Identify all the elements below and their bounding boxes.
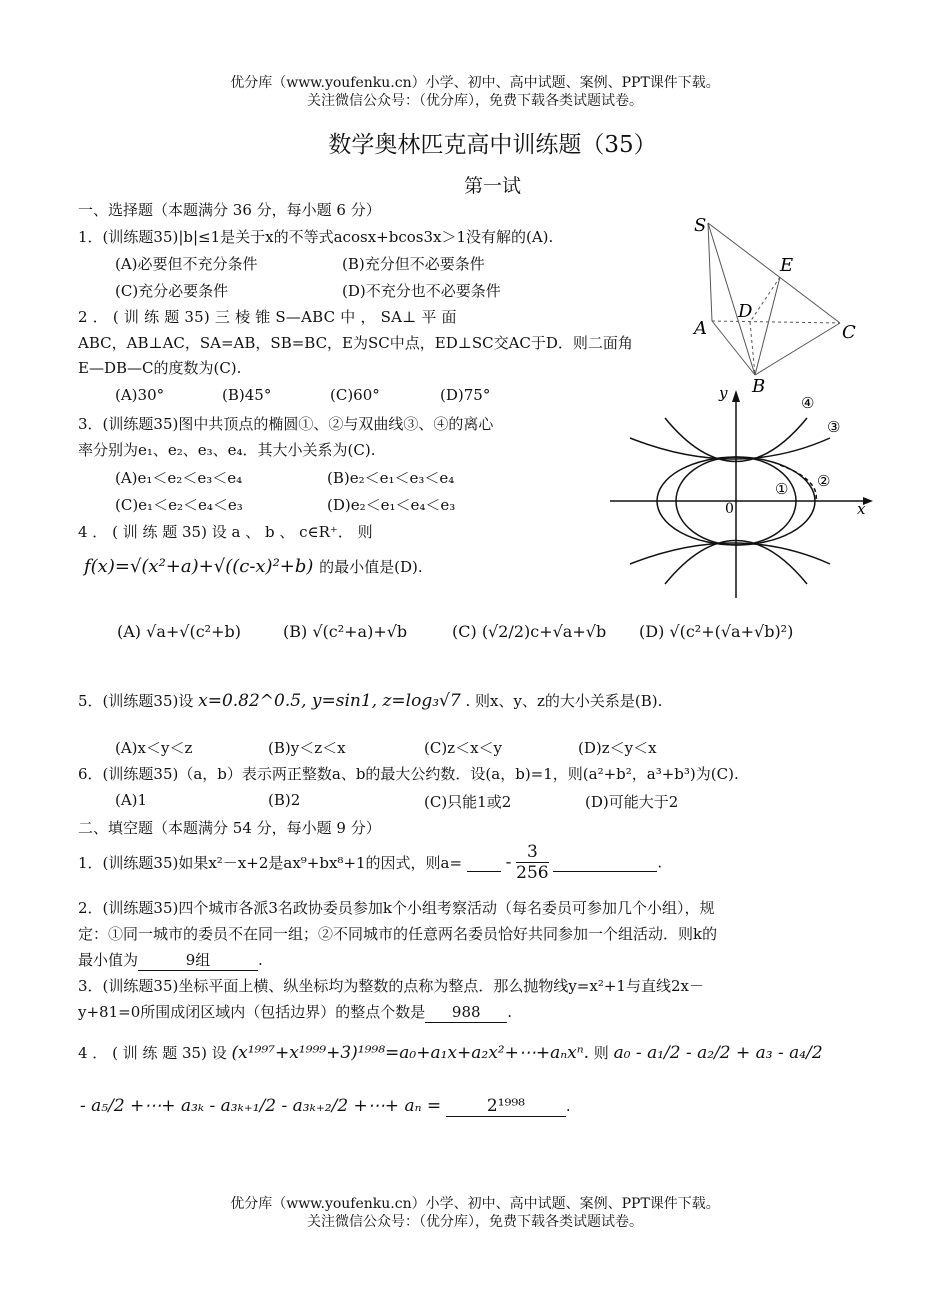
edge-sc: [708, 223, 840, 323]
q2-line-2: ABC，AB⊥AC，SA=AB，SB=BC，E为SC中点，ED⊥SC交AC于D．则二面角: [78, 334, 633, 352]
fill-q2-prefix: 最小值为: [78, 951, 139, 969]
q3-line-2: 率分别为e₁、e₂、e₃、e₄．其大小关系为(C).: [78, 441, 376, 459]
q5-option-d: (D)z＜y＜x: [578, 739, 657, 757]
q5-option-a: (A)x＜y＜z: [115, 739, 193, 757]
q4-formula: [84, 556, 423, 577]
q4-option-c: (C) (√2/2)c+√a+√b: [452, 622, 607, 641]
axis-label-x: x: [857, 500, 866, 518]
label-circle-1: ①: [775, 480, 789, 498]
header-line-1: 优分库（www.youfenku.cn）小学、初中、高中试题、案例、PPT课件下载。: [230, 75, 720, 91]
edge-ab: [712, 321, 755, 375]
q3-option-d: (D)e₂＜e₁＜e₄＜e₃: [327, 496, 456, 514]
fill-q1-blank-left: [467, 853, 501, 872]
label-circle-3: ③: [827, 418, 841, 436]
fill-q1-blank-right: [553, 853, 657, 872]
q2-option-c: (C)60°: [330, 386, 380, 404]
q1-option-d: (D)不充分也不必要条件: [342, 282, 501, 300]
label-a: A: [694, 318, 707, 339]
fill-q4-series-2: - a₅/2 +⋯+ a₃ₖ - a₃ₖ₊₁/2 - a₃ₖ₊₂/2 +⋯+ aₙ =: [80, 1096, 442, 1116]
q5-tail: . 则x、y、z的大小关系是(B).: [465, 692, 663, 710]
label-circle-2: ②: [817, 472, 831, 490]
fill-q4-answer: 2¹⁹⁹⁸: [446, 1096, 566, 1117]
q6-option-d: (D)可能大于2: [585, 793, 679, 811]
fill-q2-line-2: 定：①同一城市的委员不在同一组；②不同城市的任意两名委员恰好共同参加一个组活动．则k的: [78, 925, 718, 943]
pyramid-figure: [680, 205, 880, 400]
q3-option-a: (A)e₁＜e₂＜e₃＜e₄: [115, 469, 243, 487]
q4-option-d: (D) √(c²+(√a+√b)²): [639, 622, 794, 641]
q2-line-1: 2 ． ( 训 练 题 35) 三 棱 锥 S—ABC 中 ， SA⊥ 平 面: [78, 308, 457, 326]
label-b: B: [752, 376, 766, 397]
q4-option-a: (A) √a+√(c²+b): [117, 622, 241, 641]
fill-q4-prefix: 4 ． ( 训 练 题 35) 设: [78, 1044, 227, 1062]
y-axis-arrow: [732, 390, 740, 402]
edge-eb: [755, 277, 780, 375]
fill-q4-expansion: (x¹⁹⁹⁷+x¹⁹⁹⁹+3)¹⁹⁹⁸=a₀+a₁x+a₂x²+⋯+aₙxⁿ.: [231, 1043, 589, 1063]
edge-sa: [708, 223, 712, 321]
fill-q4-line-2: - a₅/2 +⋯+ a₃ₖ - a₃ₖ₊₁/2 - a₃ₖ₊₂/2 +⋯+ aₙ = 2¹⁹⁹⁸ .: [80, 1096, 571, 1116]
q2-option-a: (A)30°: [115, 386, 165, 404]
q3-line-1: 3．(训练题35)图中共顶点的椭圆①、②与双曲线③、④的离心: [78, 415, 494, 433]
page-subtitle: 第一试: [463, 175, 521, 197]
q6-text: 6．(训练题35)（a，b）表示两正整数a、b的最大公约数．设(a，b)=1，则(a²+b²，a³+b³)为(C).: [78, 765, 739, 783]
q1-option-a: (A)必要但不充分条件: [115, 255, 258, 273]
fill-q1-answer-fraction: [516, 842, 548, 883]
q5-option-c: (C)z＜x＜y: [424, 739, 503, 757]
edge-ac-dashed: [712, 321, 840, 323]
header-line-2: 关注微信公众号：（优分库），免费下载各类试题试卷。: [307, 93, 643, 109]
q5-option-b: (B)y＜z＜x: [268, 739, 346, 757]
fill-q2-answer: 9组: [138, 950, 258, 971]
section1-heading: 一、选择题（本题满分 36 分，每小题 6 分）: [78, 201, 381, 219]
footer-line-1: 优分库（www.youfenku.cn）小学、初中、高中试题、案例、PPT课件下载。: [230, 1196, 720, 1212]
fill-q3-line-1: 3．(训练题35)坐标平面上横、纵坐标均为整数的点称为整点．那么抛物线y=x²+1与直线2x－: [78, 977, 704, 995]
q4-line-1: 4 ． ( 训 练 题 35) 设 a 、 b 、 c∈R⁺． 则: [78, 523, 373, 541]
q2-option-d: (D)75°: [440, 386, 491, 404]
fill-q3-answer: 988: [425, 1002, 507, 1023]
label-c: C: [842, 322, 856, 343]
edge-sb: [708, 223, 755, 375]
fill-q4-then: 则: [593, 1044, 609, 1062]
label-s: S: [694, 215, 707, 236]
hyperbola-3-upper: [630, 438, 830, 459]
fill-q1: 1．(训练题35)如果x²－x+2是ax⁹+bx⁸+1的因式，则a= - $\frac{3}{256}$ .: [78, 842, 663, 883]
label-circle-4: ④: [801, 394, 815, 412]
q4-formula-tail: 的最小值是(D).: [319, 558, 423, 576]
edge-ed-dashed: [750, 277, 780, 322]
fill-q1-text: 1．(训练题35)如果x²－x+2是ax⁹+bx⁸+1的因式，则a=: [78, 854, 463, 872]
q5-formula: x=0.82^0.5, y=sin1, z=log₃√7: [198, 691, 461, 711]
fill-q4-series-1: a₀ - a₁/2 - a₂/2 + a₃ - a₄/2: [613, 1043, 823, 1063]
fill-q3-line-2: y+81=0所围成闭区域内（包括边界）的整点个数是 988 .: [78, 1003, 513, 1021]
fill-q1-numerator: 3: [526, 842, 538, 862]
fill-q1-denominator: 256: [516, 863, 549, 883]
page-title: 数学奥林匹克高中训练题（35）: [328, 132, 657, 158]
q3-option-b: (B)e₂＜e₁＜e₃＜e₄: [327, 469, 455, 487]
footer-line-2: 关注微信公众号：（优分库），免费下载各类试题试卷。: [307, 1214, 643, 1230]
fill-q3-prefix: y+81=0所围成闭区域内（包括边界）的整点个数是: [78, 1003, 426, 1021]
conics-figure: [605, 380, 875, 600]
section2-heading: 二、填空题（本题满分 54 分，每小题 9 分）: [78, 819, 381, 837]
fill-q2-line-1: 2．(训练题35)四个城市各派3名政协委员参加k个小组考察活动（每名委员可参加几个小组），规: [78, 899, 715, 917]
axis-label-y: y: [719, 384, 728, 402]
label-d: D: [738, 301, 753, 322]
q3-option-c: (C)e₁＜e₂＜e₄＜e₃: [115, 496, 243, 514]
q2-line-3: E—DB—C的度数为(C).: [78, 359, 242, 377]
q4-option-b: (B) √(c²+a)+√b: [283, 622, 408, 641]
label-e: E: [780, 255, 794, 276]
origin-label: 0: [725, 501, 734, 517]
fill-q4-line-1: [78, 1042, 823, 1063]
q4-formula-text: f(x)=√(x²+a)+√((c-x)²+b): [84, 556, 314, 577]
q1-option-c: (C)充分必要条件: [115, 282, 229, 300]
q6-option-c: (C)只能1或2: [424, 793, 512, 811]
q1-text: 1．(训练题35)|b|≤1是关于x的不等式acosx+bcos3x＞1没有解的(A).: [78, 228, 554, 246]
q5-line: [78, 690, 662, 711]
q1-option-b: (B)充分但不必要条件: [342, 255, 485, 273]
edge-bc: [755, 323, 840, 375]
q6-option-b: (B)2: [268, 791, 301, 809]
fill-q2-line-3: 最小值为 9组 .: [78, 951, 263, 969]
hyperbola-3-lower: [630, 543, 830, 564]
q5-prefix: 5．(训练题35)设: [78, 692, 194, 710]
fill-q1-answer-sign: -: [505, 852, 512, 873]
q6-option-a: (A)1: [115, 791, 148, 809]
q2-option-b: (B)45°: [222, 386, 272, 404]
